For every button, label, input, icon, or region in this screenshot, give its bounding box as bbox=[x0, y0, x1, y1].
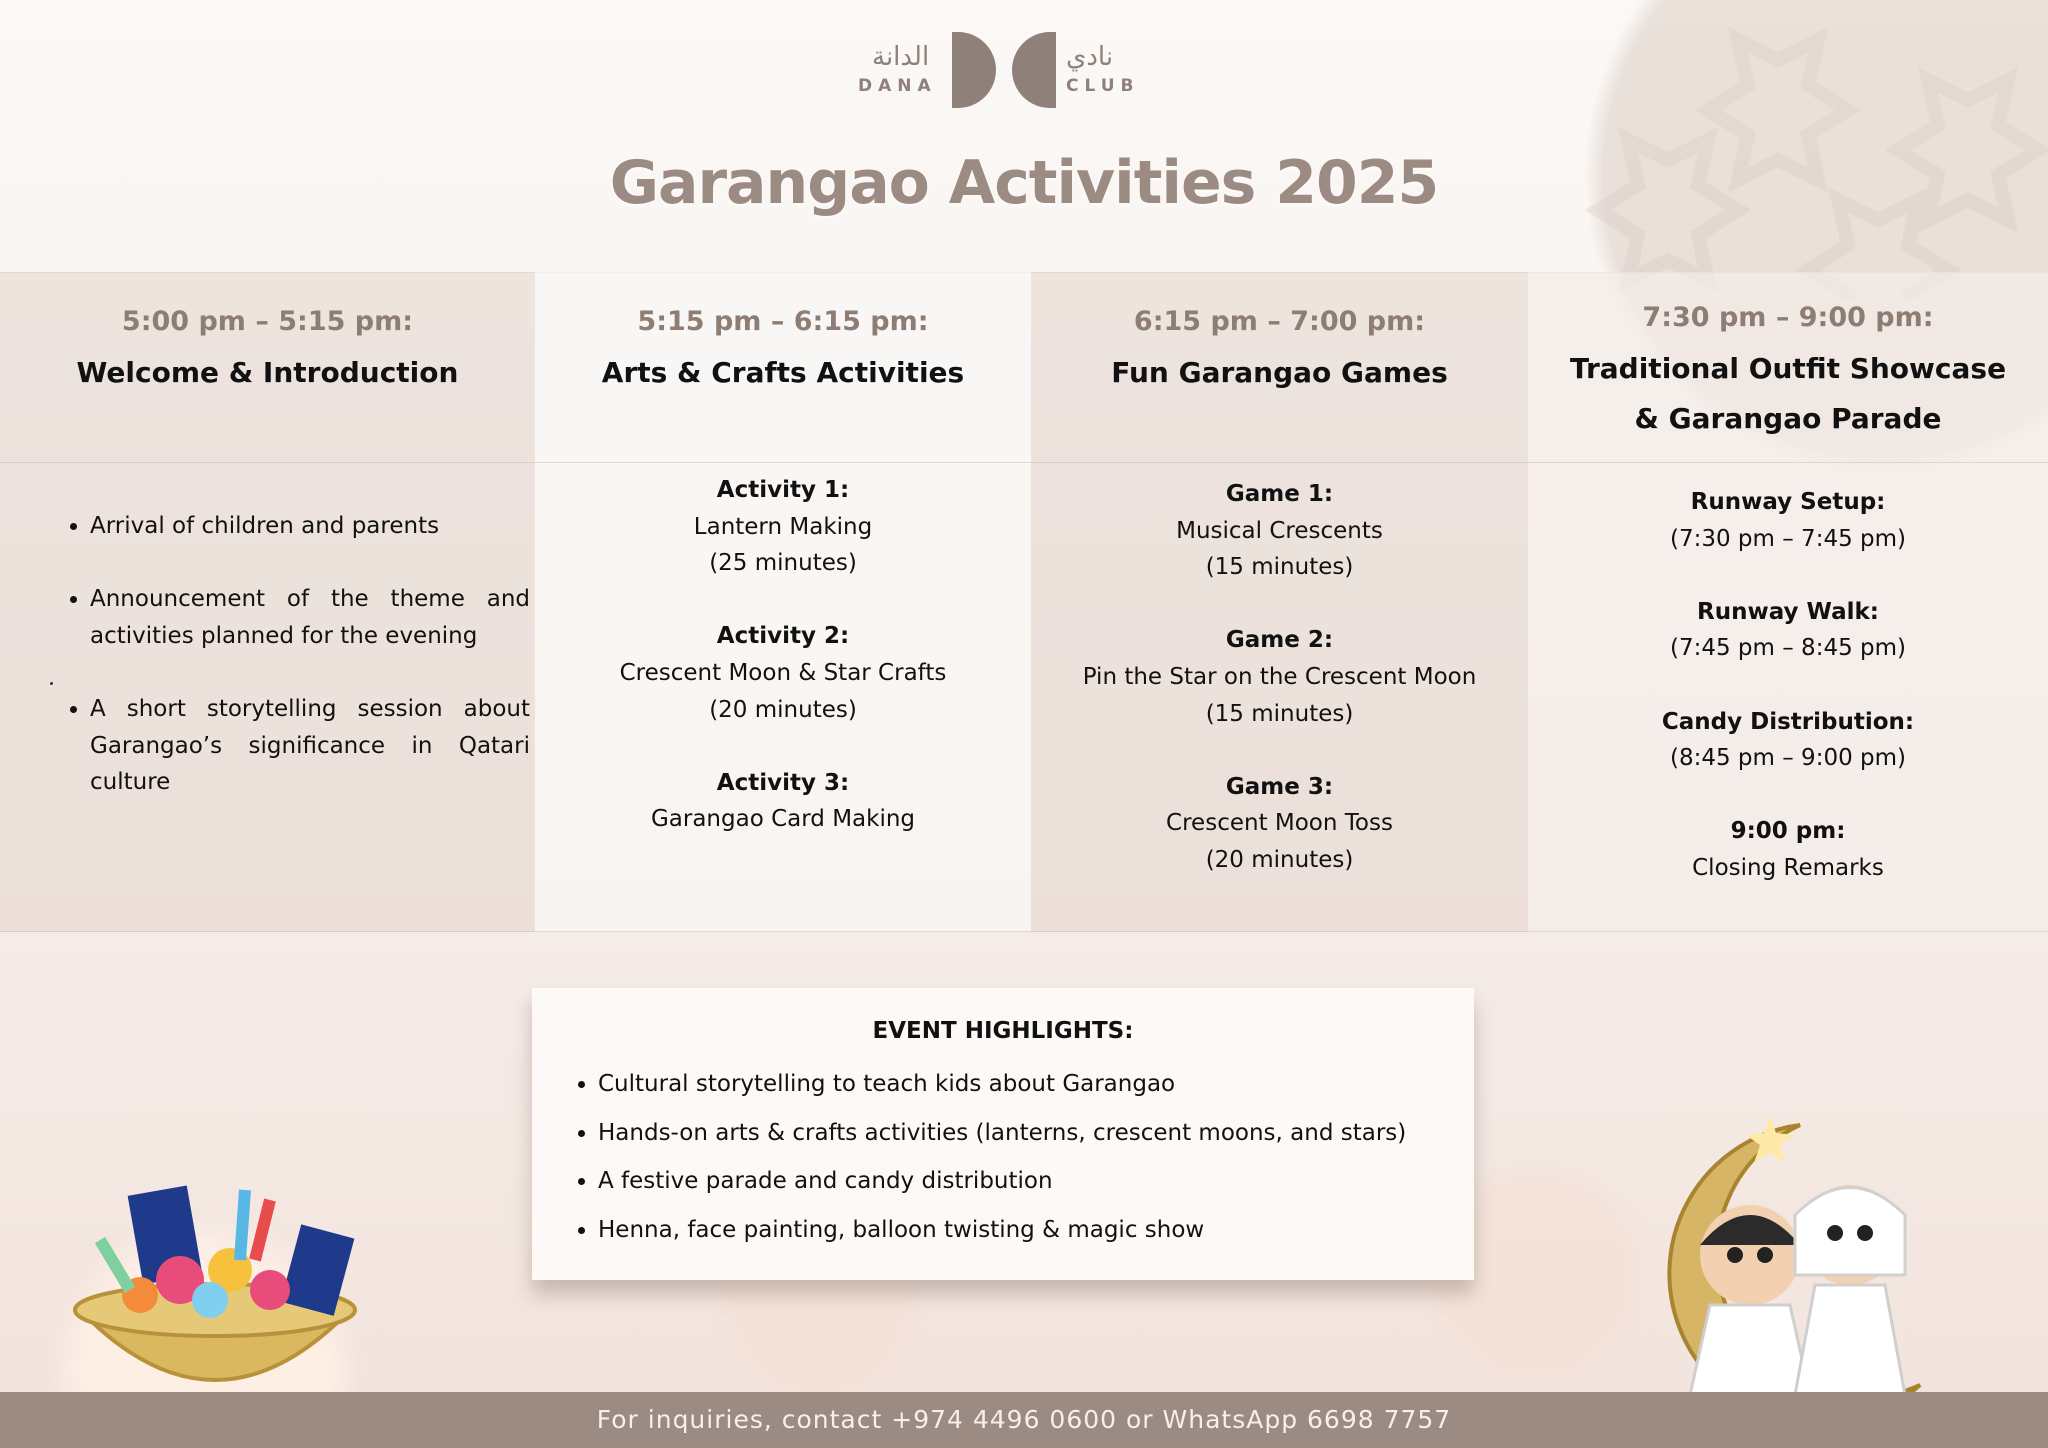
list-item: • A short storytelling session about Garangao’s significance in Qatari culture bbox=[90, 691, 530, 801]
highlights-list bbox=[566, 1060, 1406, 1254]
column-time: 5:00 pm – 5:15 pm: bbox=[121, 306, 414, 337]
logo-arabic-left: الدانة bbox=[872, 42, 930, 72]
grid-header-divider bbox=[0, 462, 2048, 463]
parade-label: 9:00 pm: bbox=[1730, 818, 1846, 845]
activity-label: Activity 1: bbox=[716, 477, 850, 503]
page-title: Garangao Activities 2025 bbox=[609, 148, 1439, 218]
stray-dot bbox=[50, 682, 53, 685]
game-name: Crescent Moon Toss bbox=[1166, 810, 1393, 837]
dana-club-logo bbox=[856, 30, 1146, 110]
game-label: Game 1: bbox=[1225, 481, 1334, 507]
list-item: • A festive parade and candy distribution bbox=[598, 1157, 1406, 1206]
list-item: • Henna, face painting, balloon twisting & magic show bbox=[598, 1206, 1406, 1255]
column-time: 7:30 pm – 9:00 pm: bbox=[1642, 302, 1934, 333]
parade-value: Closing Remarks bbox=[1692, 854, 1884, 881]
column-heading-line1: Traditional Outfit Showcase bbox=[1569, 352, 2007, 385]
highlights-title: EVENT HIGHLIGHTS: bbox=[872, 1018, 1134, 1044]
game-label: Game 3: bbox=[1225, 773, 1334, 800]
crescent-moon-children-illustration bbox=[1560, 1105, 2020, 1400]
activity-duration: (25 minutes) bbox=[709, 550, 857, 577]
logo-arabic-right: نادي bbox=[1066, 42, 1114, 72]
logo-english-right: CLUB bbox=[1066, 76, 1140, 96]
game-label: Game 2: bbox=[1225, 627, 1334, 654]
parade-value: (7:30 pm – 7:45 pm) bbox=[1670, 525, 1906, 552]
game-duration: (20 minutes) bbox=[1205, 846, 1354, 873]
column-heading: Fun Garangao Games bbox=[1111, 356, 1448, 389]
game-duration: (15 minutes) bbox=[1205, 554, 1354, 581]
parade-value: (7:45 pm – 8:45 pm) bbox=[1670, 635, 1906, 662]
list-item: • Hands-on arts & crafts activities (lanterns, crescent moons, and stars) bbox=[598, 1109, 1406, 1158]
activity-duration: (20 minutes) bbox=[709, 696, 857, 723]
grid-bottom-divider bbox=[0, 931, 2048, 932]
activity-list bbox=[535, 472, 1031, 838]
activity-name: Lantern Making bbox=[693, 513, 873, 540]
list-item: • Arrival of children and parents bbox=[90, 508, 530, 545]
event-highlights-box bbox=[532, 988, 1474, 1280]
welcome-bullet-list bbox=[60, 508, 530, 837]
game-name: Pin the Star on the Crescent Moon bbox=[1082, 663, 1477, 690]
column-time: 5:15 pm – 6:15 pm: bbox=[637, 306, 929, 337]
activity-name: Crescent Moon & Star Crafts bbox=[619, 659, 947, 686]
list-item: • Announcement of the theme and activities planned for the evening bbox=[90, 581, 530, 654]
list-item: • Cultural storytelling to teach kids about Garangao bbox=[598, 1060, 1406, 1109]
parade-list bbox=[1528, 484, 2048, 887]
column-heading: Welcome & Introduction bbox=[76, 356, 459, 389]
parade-label: Candy Distribution: bbox=[1661, 708, 1915, 735]
column-heading: Arts & Crafts Activities bbox=[601, 356, 965, 389]
schedule-column-arts-crafts bbox=[535, 272, 1031, 932]
column-heading-line2: & Garangao Parade bbox=[1634, 402, 1942, 435]
logo-mark-right bbox=[1012, 32, 1056, 108]
footer-contact: For inquiries, contact +974 4496 0600 or WhatsApp 6698 7757 bbox=[0, 1392, 2048, 1448]
activity-label: Activity 2: bbox=[716, 623, 850, 650]
activity-label: Activity 3: bbox=[716, 769, 850, 796]
parade-label: Runway Walk: bbox=[1697, 598, 1879, 625]
game-name: Musical Crescents bbox=[1176, 517, 1383, 544]
parade-label: Runway Setup: bbox=[1690, 489, 1886, 515]
logo-mark-left bbox=[952, 32, 996, 108]
column-time: 6:15 pm – 7:00 pm: bbox=[1133, 306, 1426, 337]
schedule-column-parade bbox=[1528, 272, 2048, 932]
game-duration: (15 minutes) bbox=[1205, 700, 1354, 727]
activity-name: Garangao Card Making bbox=[650, 806, 916, 833]
logo-english-left: DANA bbox=[858, 76, 937, 96]
parade-value: (8:45 pm – 9:00 pm) bbox=[1670, 745, 1906, 772]
game-list bbox=[1031, 476, 1528, 879]
schedule-column-games bbox=[1031, 272, 1528, 932]
